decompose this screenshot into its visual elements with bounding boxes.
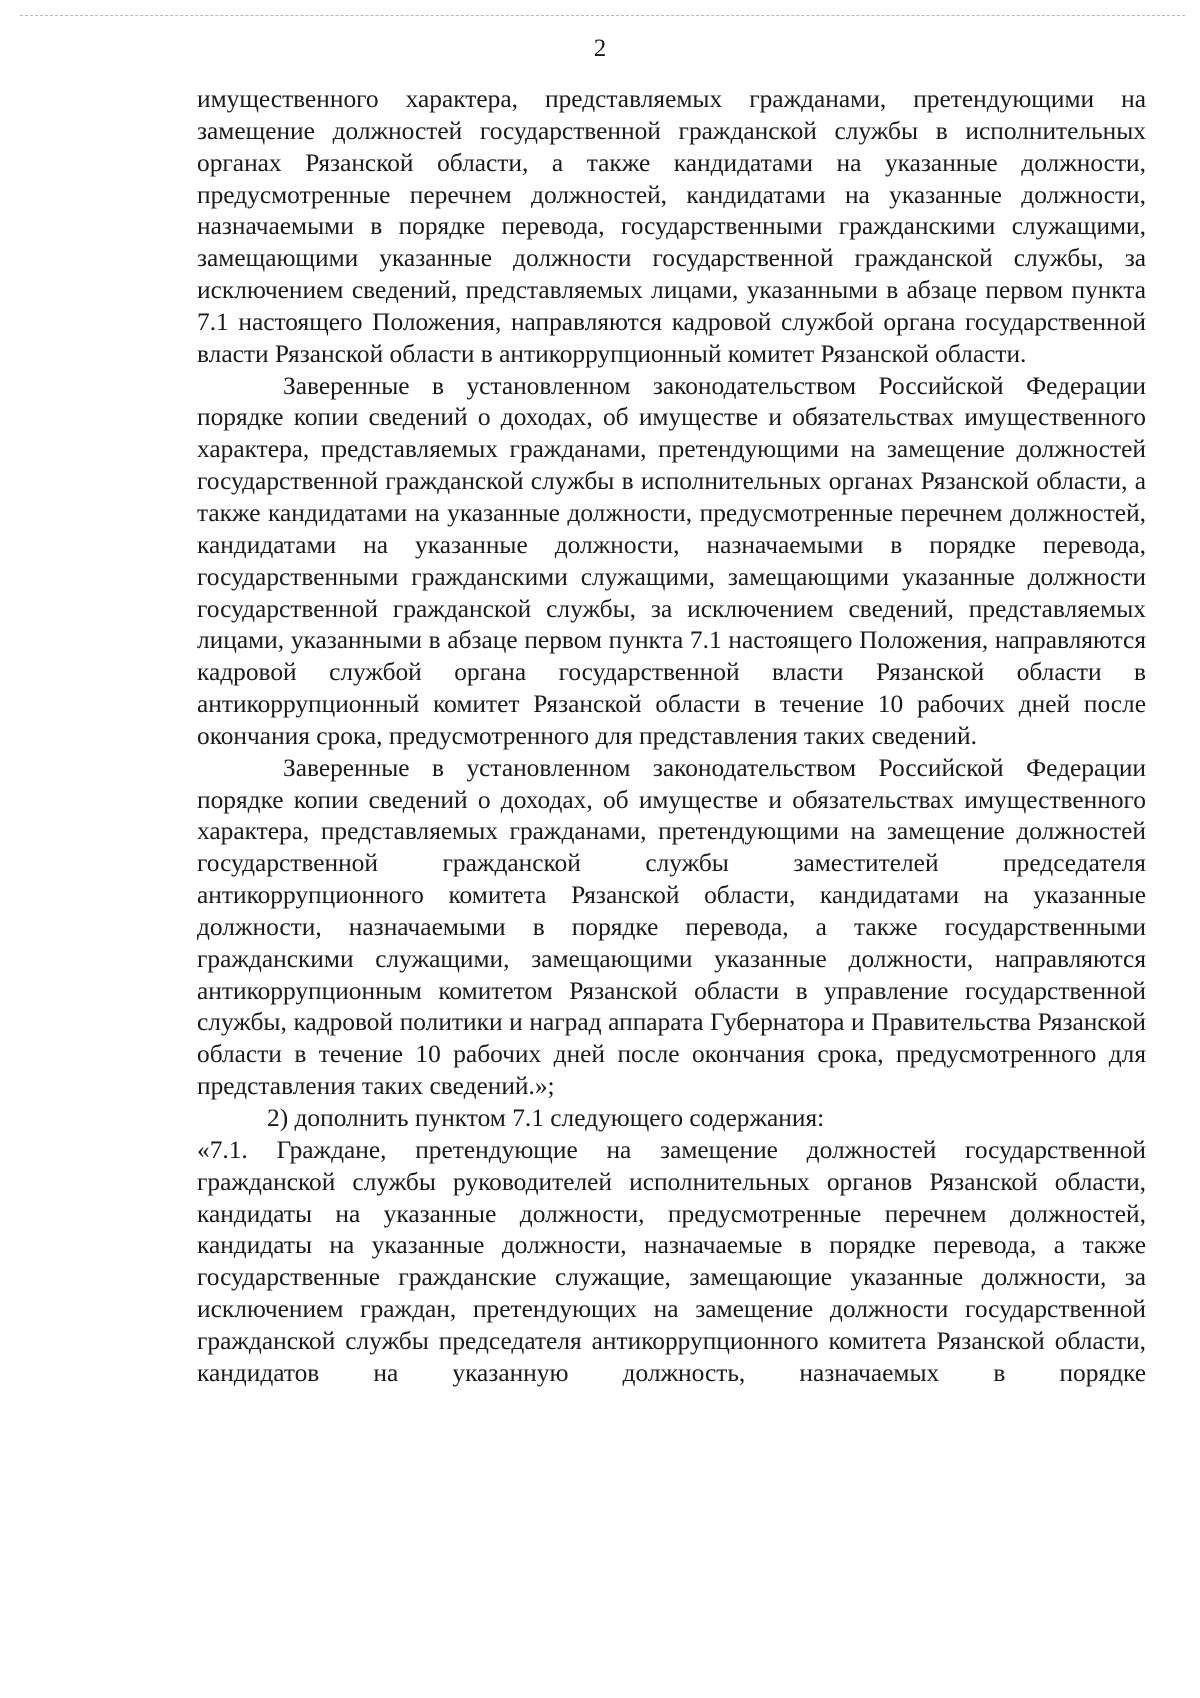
paragraph-certified-copies-deputies: Заверенные в установленном законодательством Российской Федерации порядке копии сведений о доходах, об имуществе и обязательствах имущественного характера, представляемых гражданами, претендующими на замещение должностей государственной гражданской службы заместителей председателя антикоррупционного комитета Рязанской области, кандидатами на указанные должности, назначаемыми в порядке перевода, а также государственными гражданскими служащими, замещающими указанные должности, направляются антикоррупционным комитетом Рязанской области в управление государственной службы, кадровой политики и наград аппарата Губернатора и Правительства Рязанской области в течение 10 рабочих дней после окончания срока, предусмотренного для представления таких сведений.»; [197, 753, 1146, 1101]
paragraph-continuation: имущественного характера, представляемых гражданами, претендующими на замещение должностей государственной гражданской службы в исполнительных органах Рязанской области, а также кандидатами на указанные должности, предусмотренные перечнем должностей, кандидатами на указанные должности, назначаемыми в порядке перевода, государственными гражданскими служащими, замещающими указанные должности государственной гражданской службы, за исключением сведений, представляемых лицами, указанными в абзаце первом пункта 7.1 настоящего Положения, направляются кадровой службой органа государственной власти Рязанской области в антикоррупционный комитет Рязанской области. [197, 85, 1146, 368]
paragraph-certified-copies-executive: Заверенные в установленном законодательством Российской Федерации порядке копии сведений о доходах, об имуществе и обязательствах имущественного характера, представляемых гражданами, претендующими на замещение должностей государственной гражданской службы в исполнительных органах Рязанской области, а также кандидатами на указанные должности, предусмотренные перечнем должностей, кандидатами на указанные должности, назначаемыми в порядке перевода, государственными гражданскими служащими, замещающими указанные должности государственной гражданской службы, за исключением сведений, представляемых лицами, указанными в абзаце первом пункта 7.1 настоящего Положения, направляются кадровой службой органа государственной власти Рязанской области в антикоррупционный комитет Рязанской области в течение 10 рабочих дней после окончания срока, предусмотренного для представления таких сведений. [197, 371, 1146, 750]
scan-edge-line [20, 15, 1185, 16]
paragraph-amendment-item-2: 2) дополнить пунктом 7.1 следующего содержания: [267, 1104, 825, 1132]
document-body [197, 84, 1146, 1390]
page-number: 2 [593, 35, 607, 62]
paragraph-clause-7-1: «7.1. Граждане, претендующие на замещение должностей государственной гражданской службы руководителей исполнительных органов Рязанской области, кандидаты на указанные должности, предусмотренные перечнем должностей, кандидаты на указанные должности, назначаемые в порядке перевода, а также государственные гражданские служащие, замещающие указанные должности, за исключением граждан, претендующих на замещение должности государственной гражданской службы председателя антикоррупционного комитета Рязанской области, кандидатов на указанную должность, назначаемых в порядке [197, 1135, 1146, 1387]
